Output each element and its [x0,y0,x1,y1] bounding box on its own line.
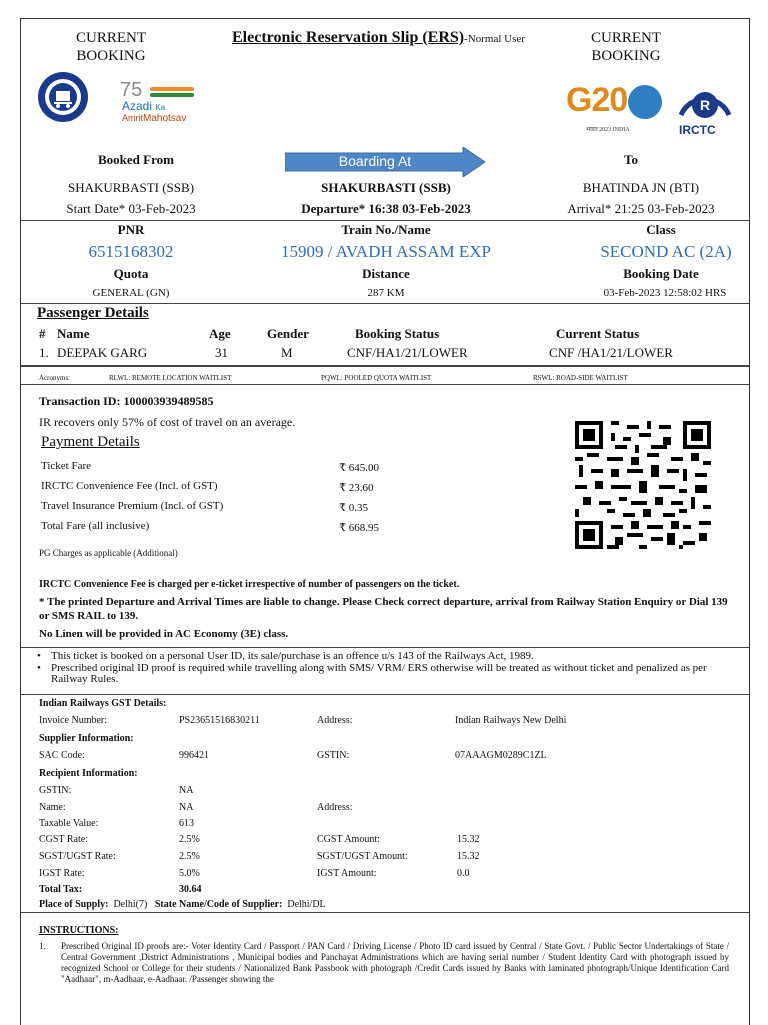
sgst-rate-value: 2.5% [179,851,200,862]
recovery-note: IR recovers only 57% of cost of travel on an average. [39,415,296,429]
quota-value: GENERAL (GN) [92,287,170,299]
azadi-75: 75 [120,79,143,101]
ers-title-suffix: -Normal User [464,33,525,45]
divider [21,912,749,913]
departure-time: Departure* 16:38 03-Feb-2023 [301,201,471,216]
mahotsav-word: Mahotsav [143,113,187,124]
ers-title: Electronic Reservation Slip (ERS) [232,29,465,46]
payment-details-title: Payment Details [41,434,140,450]
distance-value: 287 KM [367,287,405,299]
ticket-fare-value: ₹ 645.00 [339,462,379,474]
address-value: Indian Railways New Delhi [455,715,567,726]
place-of-supply-label: Place of Supply: [39,899,109,910]
supplier-gstin-value: 07AAAGM0289C1ZL [455,750,547,761]
divider [21,647,749,648]
taxable-value: 613 [179,818,194,829]
pg-charges-note: PG Charges as applicable (Additional) [39,548,178,558]
passenger-details-title: Passenger Details [37,305,149,321]
flag-stripe [150,87,194,91]
rules-list [35,651,735,686]
booked-from-label: Booked From [98,152,174,167]
boarding-at-label: Boarding At [338,153,412,169]
supplier-gstin-label: GSTIN: [317,750,350,761]
flag-stripe [150,93,194,97]
insurance-value: ₹ 0.35 [339,502,368,514]
divider [21,220,749,221]
rule-item [35,663,735,686]
cgst-amount-label: CGST Amount: [317,834,380,845]
supplier-title: Supplier Information: [39,733,134,744]
g20-logo [566,81,666,137]
rule-text: Prescribed original ID proof is required while travelling along with SMS/ VRM/ ERS otherwise will be treated as without ticket and penalized as per Railway Rules. [51,661,707,685]
sac-label: SAC Code: [39,750,85,761]
sgst-amount-value: 15.32 [457,851,480,862]
state-supplier-label: State Name/Code of Supplier: [154,899,283,910]
total-tax-value: 30.64 [179,884,202,895]
divider [21,384,749,385]
sgst-rate-label: SGST/UGST Rate: [39,851,116,862]
acronyms-label: Acronyms: [39,374,71,382]
page-title [232,29,525,47]
place-of-supply [39,899,326,910]
igst-amount-value: 0.0 [457,868,470,879]
cgst-rate-value: 2.5% [179,834,200,845]
to-label: To [624,152,638,167]
train-value: 15909 / AVADH ASSAM EXP [280,242,492,261]
current-booking-left [61,29,161,65]
irctc-text: IRCTC [679,123,716,137]
taxable-label: Taxable Value: [39,818,99,829]
convenience-fee-note: IRCTC Convenience Fee is charged per e-ticket irrespective of number of passengers on the ticket. [39,579,460,590]
tag-line: BOOKING [591,48,661,64]
class-label: Class [646,222,676,237]
pnr-value: 6515168302 [88,242,174,261]
qr-code [575,421,711,549]
divider [21,303,749,304]
start-date: Start Date* 03-Feb-2023 [66,201,196,216]
distance-label: Distance [362,266,410,281]
recipient-gstin-value: NA [179,785,194,796]
total-tax-label: Total Tax: [39,884,83,895]
instruction-number: 1. [39,941,46,951]
tag-line: BOOKING [76,48,146,64]
from-station: SHAKURBASTI (SSB) [67,180,195,195]
igst-amount-label: IGST Amount: [317,868,377,879]
booking-date-value: 03-Feb-2023 12:58:02 HRS [603,287,727,299]
instruction-text: Prescribed Original ID proofs are:- Voter Identity Card / Passport / PAN Card / Driving License / Photo ID card issued by Central / State Govt. / Public Sector Undertakings of State / Central Government ,District Administrations , Municipal bodies and Panchayat Administrations which are having serial number / Student Identity Card with photograph issued by recognized School or College for their students / Nationalized Bank Passbook with photograph /Credit Cards issued by Banks with laminated photograph/Unique Identification Card "Aadhaar", m-Aadhaar, e-Aadhaar. /Passenger showing the [61,941,729,984]
pnr-label: PNR [117,222,145,237]
azadi-ka-amrit-mahotsav-logo [116,79,226,129]
col-no: # [39,326,46,341]
current-booking-right [576,29,676,65]
col-booking-status: Booking Status [355,326,440,341]
booking-date-label: Booking Date [623,266,699,281]
passenger-age: 31 [215,345,228,360]
sac-value: 996421 [179,750,209,761]
passenger-current-status: CNF /HA1/21/LOWER [549,345,673,360]
place-of-supply-value: Delhi(7) [113,899,148,910]
acronym-rlwl: RLWL: REMOTE LOCATION WAITLIST [109,374,232,382]
linen-note: No Linen will be provided in AC Economy (3E) class. [39,628,289,640]
recipient-gstin-label: GSTIN: [39,785,72,796]
tag-line: CURRENT [75,30,146,46]
passenger-gender: M [281,345,293,360]
ers-ticket [20,18,750,1025]
irctc-logo [673,79,737,139]
recipient-title: Recipient Information: [39,768,138,779]
instructions-title: INSTRUCTIONS: [39,925,119,936]
igst-rate-label: IGST Rate: [39,868,85,879]
convenience-fee-label: IRCTC Convenience Fee (Incl. of GST) [41,480,218,492]
sgst-amount-label: SGST/UGST Amount: [317,851,408,862]
cgst-amount-value: 15.32 [457,834,480,845]
col-age: Age [209,326,231,341]
total-fare-label: Total Fare (all inclusive) [41,520,150,532]
boarding-at-arrow [285,147,485,177]
g20-text [566,81,627,120]
train-label: Train No./Name [341,222,431,237]
convenience-fee-value: ₹ 23.60 [339,482,374,494]
globe-icon [628,85,662,119]
tag-line: CURRENT [590,30,661,46]
address-label: Address: [317,715,353,726]
svg-text:R: R [699,97,711,113]
transaction-id: Transaction ID: 100003939489585 [39,394,214,408]
passenger-booking-status: CNF/HA1/21/LOWER [347,345,468,360]
instruction-item [39,941,729,985]
invoice-label: Invoice Number: [39,715,108,726]
acronym-pqwl: PQWL: POOLED QUOTA WAITLIST [321,374,432,382]
cgst-rate-label: CGST Rate: [39,834,88,845]
insurance-label: Travel Insurance Premium (Incl. of GST) [41,500,224,512]
g20-word: G20 [566,81,628,119]
col-gender: Gender [267,326,309,341]
boarding-station: SHAKURBASTI (SSB) [321,180,451,195]
g20-subtitle: भारत 2023 INDIA [586,127,630,133]
azadi-ka: Ka [155,103,166,112]
bullet: • [37,661,41,674]
ticket-fare-label: Ticket Fare [41,460,92,472]
amrit-text [122,113,186,124]
bullet: • [37,650,41,662]
quota-label: Quota [113,266,149,281]
igst-rate-value: 5.0% [179,868,200,879]
arrival-time: Arrival* 21:25 03-Feb-2023 [567,201,715,216]
passenger-name: DEEPAK GARG [57,345,148,360]
col-current-status: Current Status [556,326,640,341]
col-name: Name [57,326,90,341]
gst-title: Indian Railways GST Details: [39,698,167,709]
amrit-word: Amrit [122,113,143,123]
divider [21,365,749,367]
azadi-word: Azadi [122,99,153,113]
invoice-value: PS23651516830211 [179,715,260,726]
rule-text: This ticket is booked on a personal User ID, its sale/purchase is an offence u/s 143 of the Railways Act, 1989. [51,650,534,662]
state-supplier-value: Delhi/DL [287,899,326,910]
recipient-address-label: Address: [317,802,353,813]
indian-railways-logo [37,71,89,123]
total-fare-value: ₹ 668.95 [339,522,379,534]
passenger-no: 1. [39,345,49,360]
acronym-rswl: RSWL: ROAD-SIDE WAITLIST [533,374,628,382]
timing-change-note: * The printed Departure and Arrival Times are liable to change. Please Check correct departure, arrival from Railway Station Enquiry or Dial 139 or SMS RAIL to 139. [39,596,728,622]
divider [21,694,749,695]
recipient-name-value: NA [179,802,194,813]
class-value: SECOND AC (2A) [600,242,732,261]
azadi-text [122,99,165,113]
recipient-name-label: Name: [39,802,66,813]
to-station: BHATINDA JN (BTI) [582,180,700,195]
